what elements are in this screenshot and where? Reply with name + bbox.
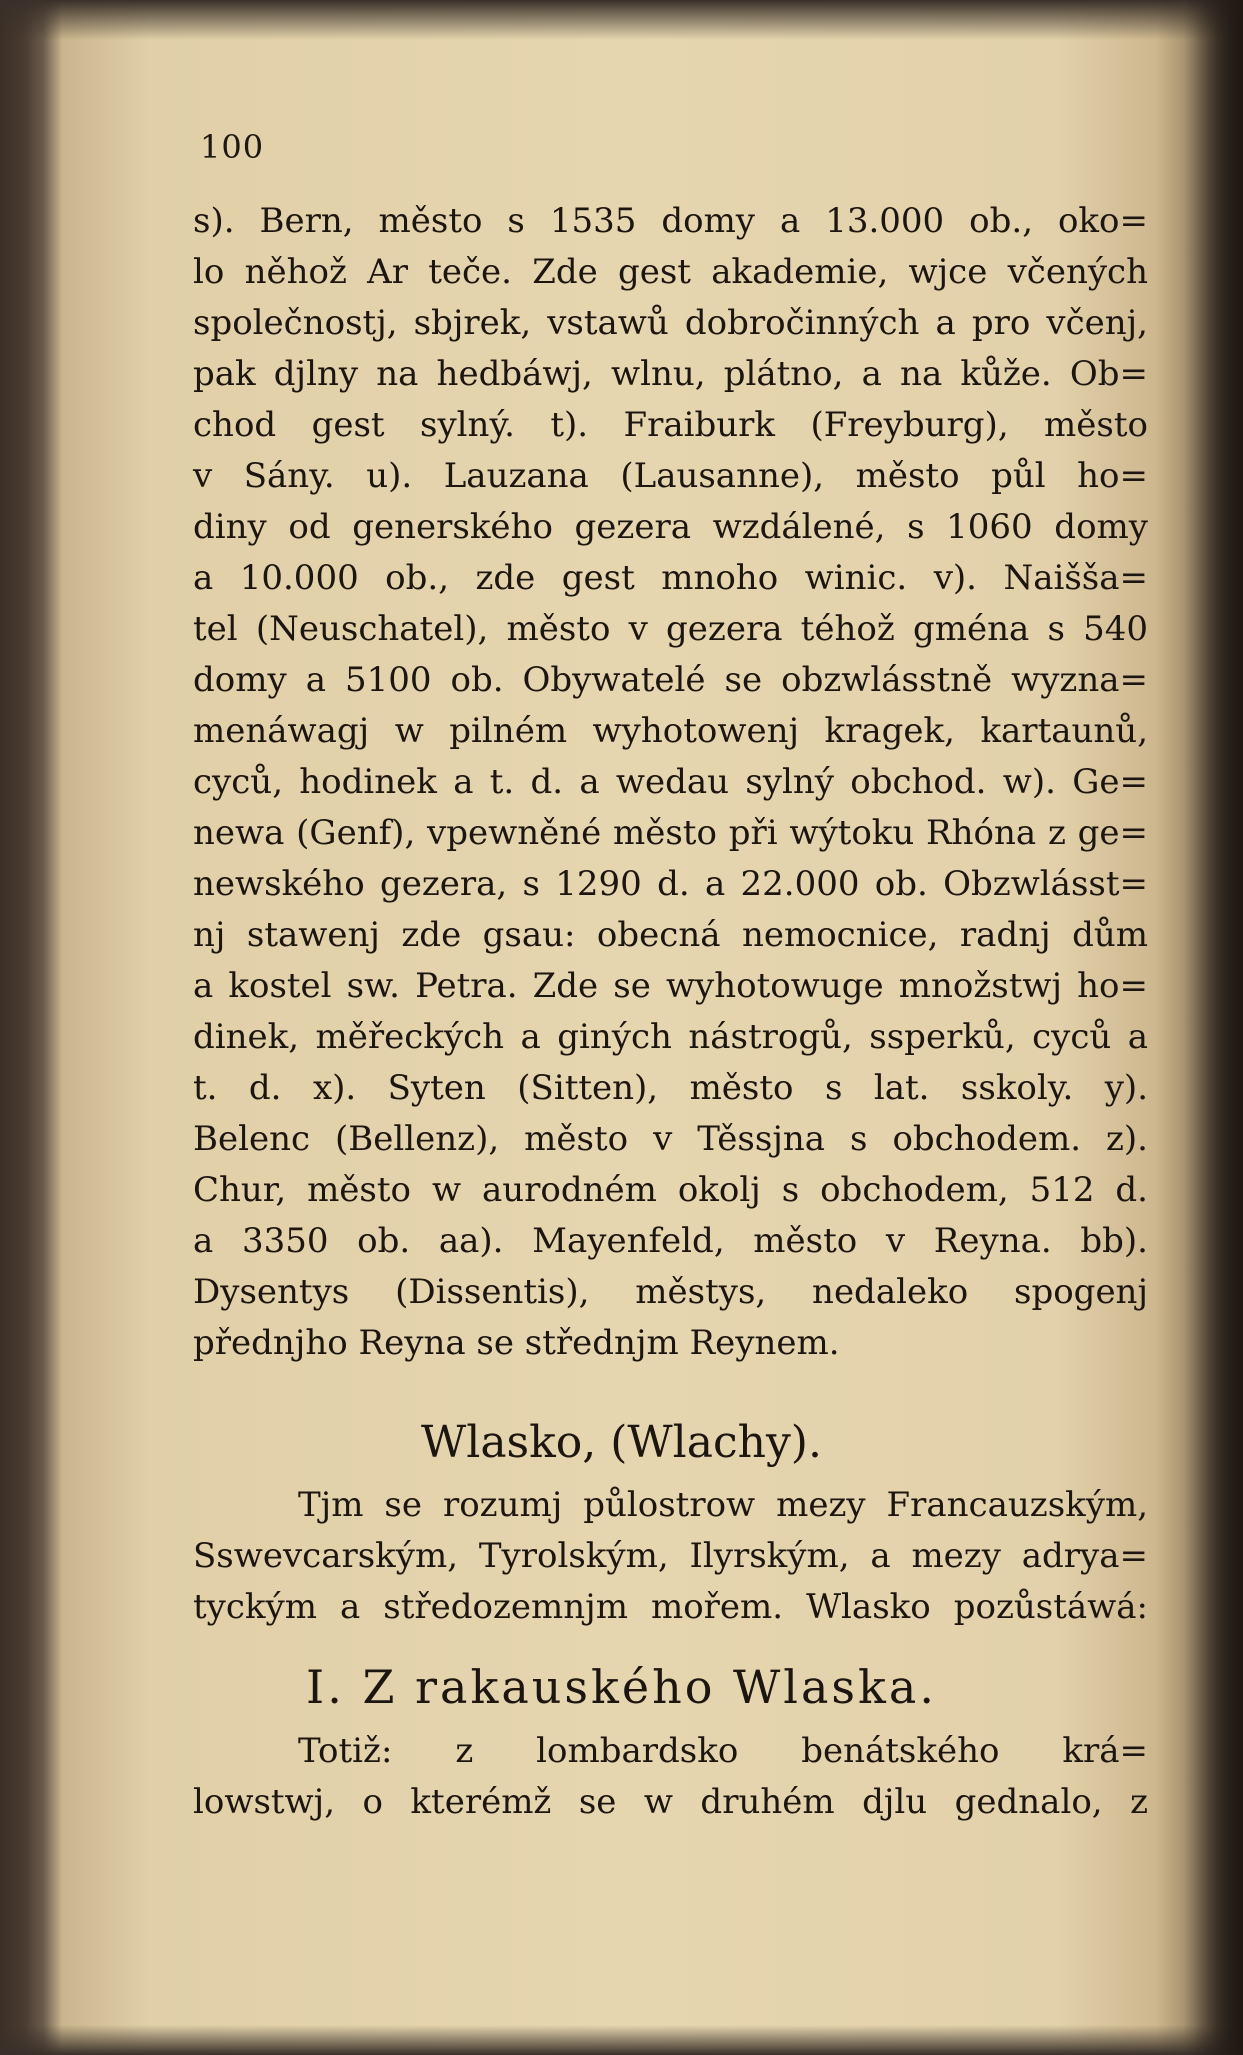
text-line: a 10.000 ob., zde gest mnoho winic. v). Naišša= (193, 558, 1148, 598)
text-line: tel (Neuschatel), město v gezera téhož gména s 540 (193, 609, 1148, 649)
text-line: s). Bern, město s 1535 domy a 13.000 ob., oko= (193, 201, 1148, 241)
text-line: lo něhož Ar teče. Zde gest akademie, wjce včených (193, 252, 1148, 292)
text-line: chod gest sylný. t). Fraiburk (Freyburg), město (193, 405, 1148, 445)
text-line: tyckým a středozemnjm mořem. Wlasko pozůstáwá: (193, 1587, 1148, 1627)
text-line: Belenc (Bellenz), město v Těssjna s obchodem. z). (193, 1119, 1148, 1159)
text-line: domy a 5100 ob. Obywatelé se obzwlásstně wyzna= (193, 660, 1148, 700)
text-line: Dysentys (Dissentis), městys, nedaleko spogenj (193, 1272, 1148, 1312)
text-line: dinek, měřeckých a giných nástrogů, ssperků, cyců a (193, 1017, 1148, 1057)
bottom-edge-shadow (0, 2025, 1243, 2055)
text-line: společnostj, sbjrek, vstawů dobročinných a pro včenj, (193, 303, 1148, 343)
paragraph-3 (193, 1726, 1148, 1828)
section-heading-wlasko: Wlasko, (Wlachy). (421, 1417, 822, 1468)
text-line: lowstwj, o kterémž se w druhém djlu gednalo, z (193, 1782, 1148, 1822)
text-line: Sswevcarským, Tyrolským, Ilyrským, a mezy adrya= (193, 1536, 1148, 1576)
text-line: a kostel sw. Petra. Zde se wyhotowuge množstwj ho= (193, 966, 1148, 1006)
spine-shadow (1183, 0, 1243, 2055)
section-heading-rakauskeho-wlaska: I. Z rakauského Wlaska. (306, 1660, 937, 1714)
text-line: t. d. x). Syten (Sitten), město s lat. sskoly. y). (193, 1068, 1148, 1108)
paragraph-1 (193, 196, 1148, 1369)
text-line: v Sány. u). Lauzana (Lausanne), město půl ho= (193, 456, 1148, 496)
text-line: menáwagj w pilném wyhotowenj kragek, kartaunů, (193, 711, 1148, 751)
text-line: a 3350 ob. aa). Mayenfeld, město v Reyna. bb). (193, 1221, 1148, 1261)
text-line: pak djlny na hedbáwj, wlnu, plátno, a na kůže. Ob= (193, 354, 1148, 394)
page-number: 100 (200, 128, 265, 166)
text-line: Totiž: z lombardsko benátského krá= (298, 1731, 1148, 1771)
text-line: nj stawenj zde gsau: obecná nemocnice, radnj dům (193, 915, 1148, 955)
text-line: cyců, hodinek a t. d. a wedau sylný obchod. w). Ge= (193, 762, 1148, 802)
text-line: Chur, město w aurodném okolj s obchodem, 512 d. (193, 1170, 1148, 1210)
paragraph-2 (193, 1480, 1148, 1633)
text-line: newa (Genf), vpewněné město při wýtoku Rhóna z ge= (193, 813, 1148, 853)
text-line: přednjho Reyna se střednjm Reynem. (193, 1323, 840, 1363)
text-line: newského gezera, s 1290 d. a 22.000 ob. Obzwlásst= (193, 864, 1148, 904)
text-line: diny od generského gezera wzdálené, s 1060 domy (193, 507, 1148, 547)
text-line: Tjm se rozumj půlostrow mezy Francauzským, (298, 1485, 1148, 1525)
top-edge-shadow (0, 0, 1243, 40)
